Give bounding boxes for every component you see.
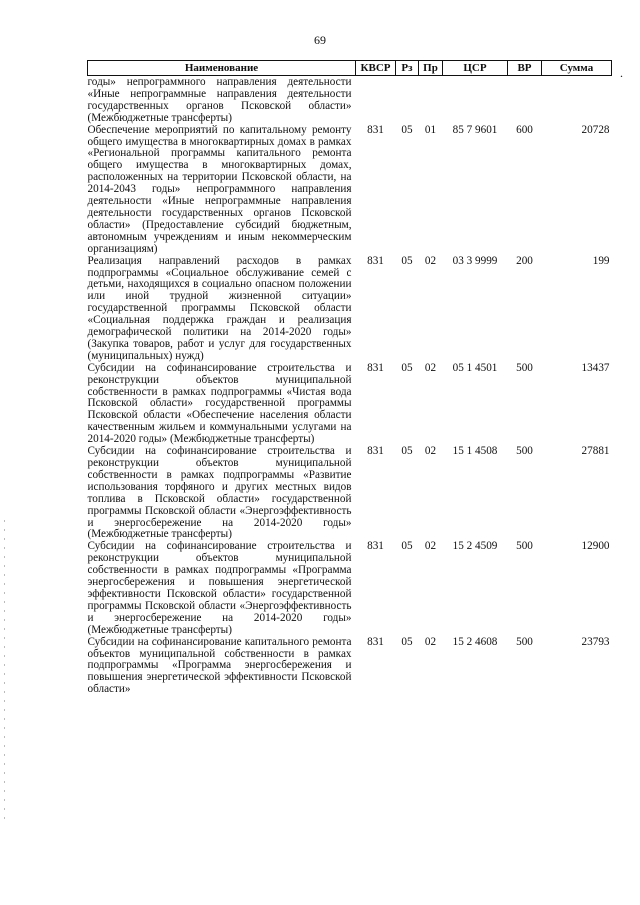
row-name: Субсидии на софинансирование строительства и реконструкции объектов муниципальной собственности в рамках подпрограммы «Чистая вода Псковской области» государственной программы Псковской области «Обеспечение населения области качественным жильем и коммунальными услугами на 2014-2020 годы» (Межбюджетные трансферты) — [87, 361, 352, 446]
row-sum: 20728 — [581, 123, 610, 136]
page-number: 69 — [314, 33, 326, 47]
row-kvsr: 831 — [367, 361, 384, 374]
row-kvsr: 831 — [367, 540, 384, 553]
row-rz: 05 — [401, 361, 413, 374]
row-name: Обеспечение мероприятий по капитальному ремонту общего имущества в многоквартирных домах в рамках «Региональной программы капитального ремонта общего имущества в многоквартирных домах, расположенных на территории Псковской области, на 2014-2043 годы» непрограммного направления деятельности «Иные непрограммные направления деятельности государственных органов Псковской области» (Предоставление субсидий бюджетным, автономным учреждениям и иным некоммерческим организациям) — [87, 123, 352, 255]
row-vr — [508, 76, 542, 125]
header-csr: ЦСР — [443, 61, 508, 76]
budget-table — [87, 60, 612, 696]
row-kvsr: 831 — [367, 635, 384, 648]
row-csr: 15 2 4509 — [452, 540, 498, 553]
row-vr: 500 — [516, 540, 533, 553]
row-csr: 15 2 4608 — [452, 635, 498, 648]
row-sum: 23793 — [581, 635, 610, 648]
row-rz: 05 — [401, 254, 413, 267]
row-pr: 02 — [424, 361, 437, 374]
row-csr: 05 1 4501 — [452, 361, 498, 374]
row-pr — [419, 76, 443, 125]
row-kvsr: 831 — [367, 445, 384, 458]
row-rz: 05 — [401, 635, 413, 648]
row-pr: 02 — [424, 635, 437, 648]
row-kvsr — [356, 76, 396, 125]
header-vr: ВР — [508, 61, 542, 76]
row-vr: 500 — [516, 635, 533, 648]
header-kvsr: КВСР — [356, 61, 396, 76]
header-name: Наименование — [88, 61, 356, 76]
table-header-row — [88, 61, 612, 76]
row-rz: 05 — [401, 445, 413, 458]
margin-mark: . — [620, 66, 623, 80]
row-name: Реализация направлений расходов в рамках подпрограммы «Социальное обслуживание семей с детьми, находящихся в социально опасном положении или иной трудной жизненной ситуации» государственной программы Псковской области «Социальная поддержка граждан и реализация демографической политики на 2014-2020 годы» (Закупка товаров, работ и услуг для государственных (муниципальных) нужд) — [87, 254, 352, 362]
row-rz — [396, 76, 419, 125]
row-vr: 600 — [516, 123, 533, 136]
table-row — [88, 256, 612, 363]
header-pr: Пр — [419, 61, 443, 76]
table-row — [88, 363, 612, 446]
row-kvsr: 831 — [367, 254, 384, 267]
table-row — [88, 76, 612, 125]
row-pr: 01 — [424, 123, 437, 136]
row-pr: 02 — [424, 540, 437, 553]
table-row — [88, 637, 612, 697]
row-sum: 27881 — [581, 445, 610, 458]
header-rz: Рз — [396, 61, 419, 76]
table-row — [88, 446, 612, 541]
row-name: Субсидии на софинансирование строительства и реконструкции объектов муниципальной собственности в рамках подпрограммы «Развитие использования торфяного и других местных видов топлива в Псковской области» государственной программы Псковской области «Энергоэффективность и энергосбережение на 2014-2020 годы» (Межбюджетные трансферты) — [87, 445, 352, 541]
row-sum: 12900 — [581, 540, 610, 553]
row-csr: 85 7 9601 — [452, 123, 498, 136]
row-csr: 15 1 4508 — [452, 445, 498, 458]
row-rz: 05 — [401, 123, 413, 136]
row-sum: 199 — [592, 254, 610, 267]
scan-edge-line — [4, 520, 5, 820]
row-vr: 500 — [516, 445, 533, 458]
row-sum: 13437 — [581, 361, 610, 374]
row-kvsr: 831 — [367, 123, 384, 136]
row-csr — [443, 76, 508, 125]
row-name: годы» непрограммного направления деятельности «Иные непрограммные направления деятельности государственных органов Псковской области» (Межбюджетные трансферты) — [87, 76, 352, 124]
row-rz: 05 — [401, 540, 413, 553]
row-pr: 02 — [424, 254, 437, 267]
row-name: Субсидии на софинансирование строительства и реконструкции объектов муниципальной собственности в рамках подпрограммы «Программа энергосбережения и повышения энергетической эффективности Псковской области» государственной программы Псковской области «Энергоэффективность и энергосбережение на 2014-2020 годы» (Межбюджетные трансферты) — [87, 540, 352, 636]
row-pr: 02 — [424, 445, 437, 458]
row-sum — [542, 76, 612, 125]
row-vr: 500 — [516, 361, 533, 374]
row-csr: 03 3 9999 — [452, 254, 498, 267]
header-sum: Сумма — [542, 61, 612, 76]
row-name: Субсидии на софинансирование капитального ремонта объектов муниципальной собственности в рамках подпрограммы «Программа энергосбережения и повышения энергетической эффективности Псковской области» — [87, 635, 352, 696]
table-row — [88, 541, 612, 636]
table-row — [88, 125, 612, 256]
row-vr: 200 — [516, 254, 533, 267]
